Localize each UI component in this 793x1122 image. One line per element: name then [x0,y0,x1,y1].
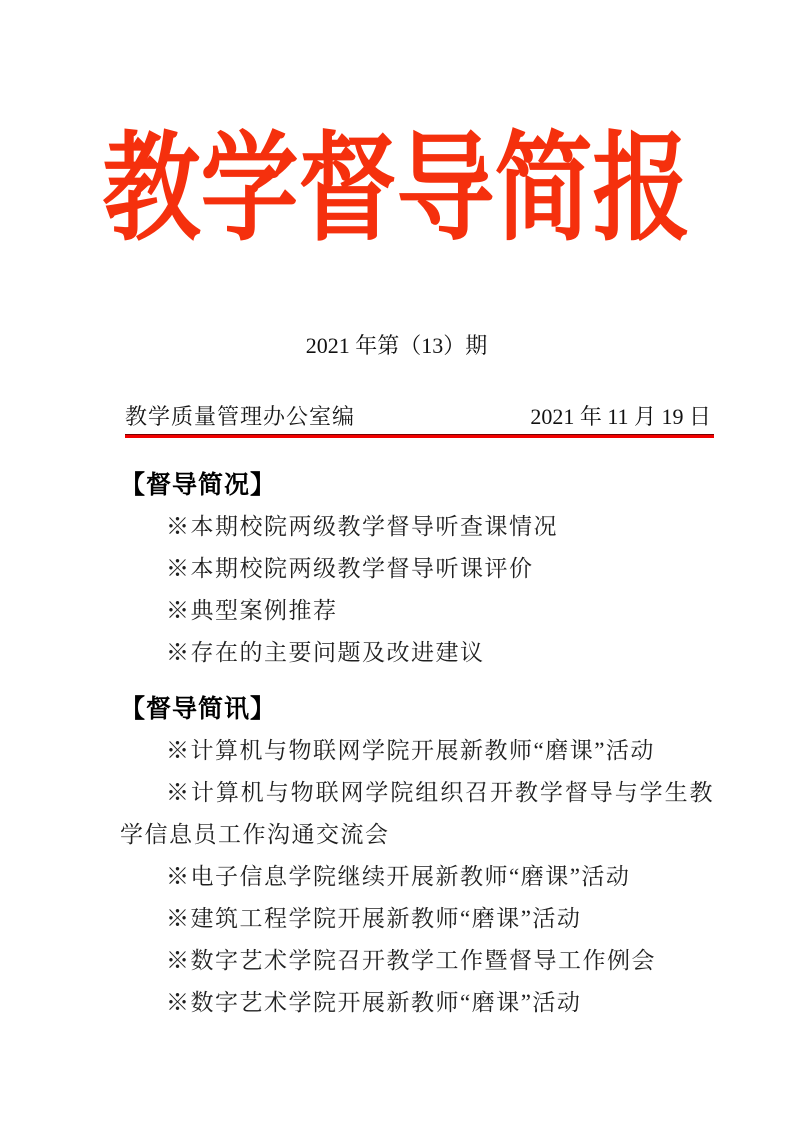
toc-item-cs-iot-exchange-meeting: ※计算机与物联网学院组织召开教学督导与学生教学信息员工作沟通交流会 [120,780,714,847]
toc-item-cs-iot-moke: ※计算机与物联网学院开展新教师“磨课”活动 [166,738,655,763]
toc-item-digital-art-meeting: ※数字艺术学院召开教学工作暨督导工作例会 [166,948,656,973]
section-header-supervision-briefs: 【督导简讯】 [120,695,277,723]
section-header-supervision-overview: 【督导简况】 [120,471,277,499]
toc-item-class-evaluation: ※本期校院两级教学督导听课评价 [166,556,534,581]
issue-date: 2021 年 11 月 19 日 [530,404,711,429]
issue-number-line: 2021 年第（13）期 [305,333,488,358]
toc-item-listening-check: ※本期校院两级教学督导听查课情况 [166,514,558,539]
toc-item-problems-suggestions: ※存在的主要问题及改进建议 [166,640,485,665]
editor-credit: 教学质量管理办公室编 [125,404,356,429]
toc-item-construction-moke: ※建筑工程学院开展新教师“磨课”活动 [166,906,582,931]
bulletin-title: 教学督导简报 [102,125,691,256]
toc-item-typical-cases: ※典型案例推荐 [166,598,338,623]
content-column [120,464,714,1024]
toc-item-digital-art-moke: ※数字艺术学院开展新教师“磨课”活动 [166,990,582,1015]
red-divider-rule [125,434,714,438]
toc-item-electronic-info-moke: ※电子信息学院继续开展新教师“磨课”活动 [166,864,631,889]
masthead-row [125,402,711,432]
